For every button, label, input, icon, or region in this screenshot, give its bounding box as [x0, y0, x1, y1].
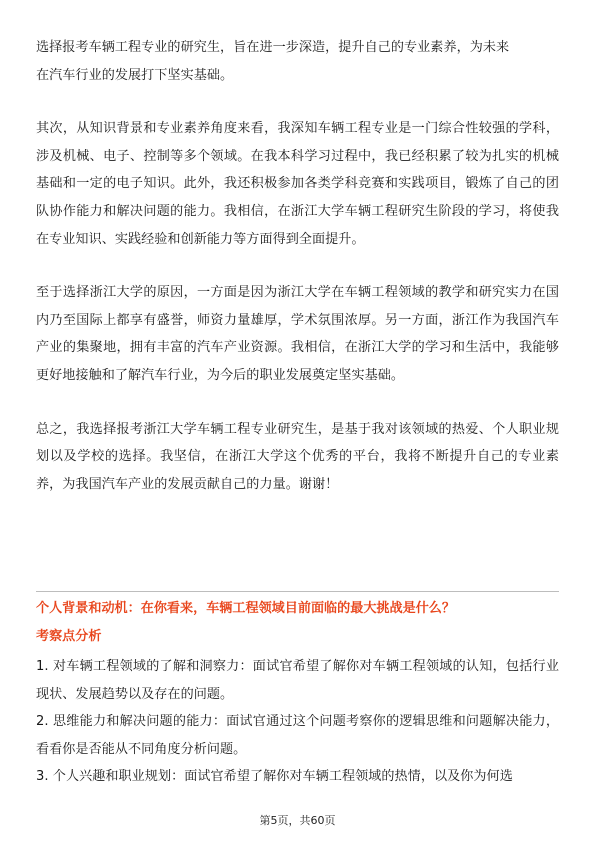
paragraph-gap	[36, 89, 559, 115]
section-divider	[36, 591, 559, 592]
analysis-point: 3. 个人兴趣和职业规划：面试官希望了解你对车辆工程领域的热情，以及你为何选	[36, 769, 513, 785]
intro-line-1: 选择报考车辆工程专业的研究生，旨在进一步深造，提升自己的专业素养，为未来	[36, 40, 510, 55]
paragraph-3: 至于选择浙江大学的原因，一方面是因为浙江大学在车辆工程领域的教学和研究实力在国内乃至国际上都享有盛誉，师资力量雄厚，学术氛围浓厚。另一方面，浙江作为我国汽车产业的集聚地，拥有丰富的汽车产业资源。我相信，在浙江大学的学习和生活中，我能够更好地接触和了解汽车行业，为今后的职业发展奠定坚实基础。	[36, 285, 559, 383]
document-body	[36, 34, 559, 498]
page-number: 第5页，共60页	[259, 814, 336, 827]
paragraph-2: 其次，从知识背景和专业素养角度来看，我深知车辆工程专业是一门综合性较强的学科，涉及机械、电子、控制等多个领域。在我本科学习过程中，我已经积累了较为扎实的机械基础和一定的电子知识。此外，我还积极参加各类学科竞赛和实践项目，锻炼了自己的团队协作能力和解决问题的能力。我相信，在浙江大学车辆工程研究生阶段的学习，将使我在专业知识、实践经验和创新能力等方面得到全面提升。	[36, 121, 559, 247]
interview-question: 个人背景和动机：在你看来，车辆工程领域目前面临的最大挑战是什么？	[36, 601, 455, 616]
analysis-title: 考察点分析	[36, 629, 102, 644]
paragraph-gap	[36, 390, 559, 416]
analysis-point: 2. 思维能力和解决问题的能力：面试官通过这个问题考察你的逻辑思维和问题解决能力，看看你是否能从不同角度分析问题。	[36, 714, 559, 757]
intro-line-2: 在汽车行业的发展打下坚实基础。	[36, 67, 234, 83]
paragraph-4: 总之，我选择报考浙江大学车辆工程专业研究生，是基于我对该领域的热爱、个人职业规划以及学校的选择。我坚信，在浙江大学这个优秀的平台，我将不断提升自己的专业素养，为我国汽车产业的发展贡献自己的力量。谢谢！	[36, 421, 559, 492]
analysis-points	[36, 653, 559, 791]
analysis-point: 1. 对车辆工程领域的了解和洞察力：面试官希望了解你对车辆工程领域的认知，包括行业现状、发展趋势以及存在的问题。	[36, 659, 559, 702]
paragraph-gap	[36, 253, 559, 279]
